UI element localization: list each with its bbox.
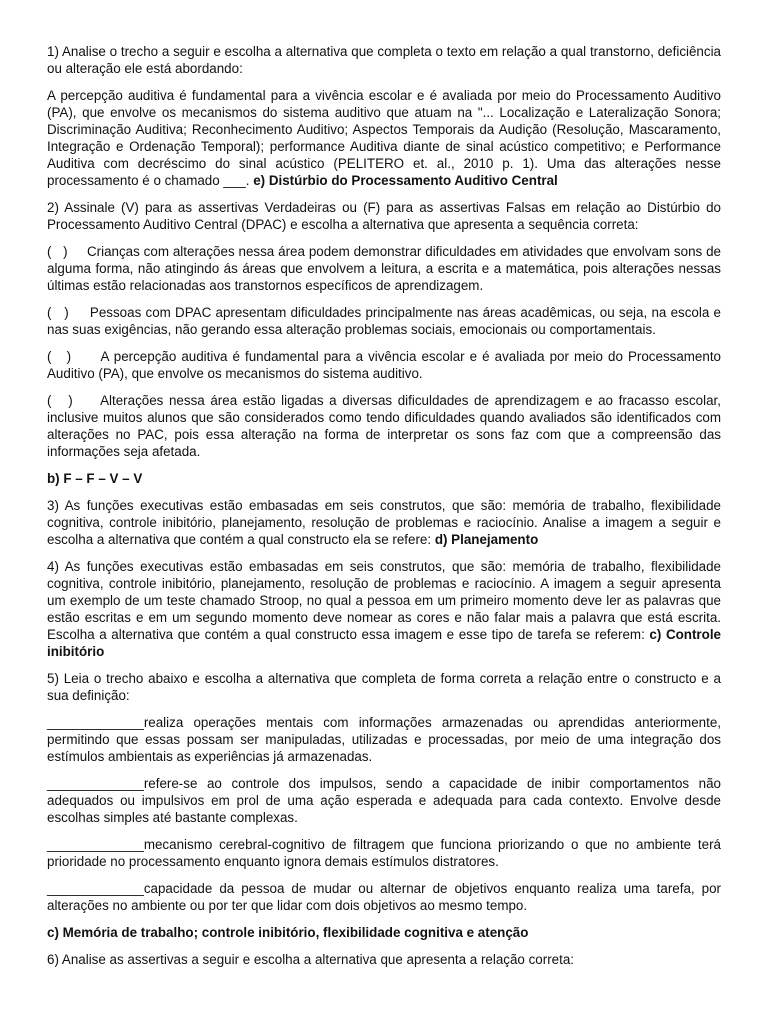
q2-item-1: ( ) Crianças com alterações nessa área podem demonstrar dificuldades em atividades que envolvam sons de alguma forma, não atingindo ás áreas que envolvem a leitura, a escrita e a matemática, pois alterações nessas últimas estão relacionadas aos transtornos específicos de aprendizagem. (47, 244, 725, 293)
q2-answer (47, 470, 721, 487)
document-body (47, 43, 725, 978)
q1-passage-text: A percepção auditiva é fundamental para a vivência escolar e é avaliada por meio do Processamento Auditivo (PA), que envolve os mecanismos do sistema auditivo que atuam na "... Localização e Lateralização Sonora; Discriminação Auditiva; Reconhecimento Auditivo; Aspectos Temporais da Audição (Resolução, Mascaramento, Integração e Ordenação Temporal); performance Auditiva diante de sinal acústico competitivo; e Performance Auditiva com decréscimo do sinal acústico (PELITERO et. al., 2010 p. 1). Uma das alterações nesse processamento é o chamado ___. (47, 88, 721, 188)
q5-definition-2 (47, 775, 721, 826)
q5-blank-3: _____________ (47, 837, 144, 852)
q5-definition-2-text: refere-se ao controle dos impulsos, sendo a capacidade de inibir comportamentos não adequados ou impulsivos em prol de uma ação esperada e adequada para cada contexto. Envolve desde escolhas simples até bastante complexas. (47, 776, 721, 825)
q4-prompt (47, 558, 721, 660)
q1-answer: e) Distúrbio do Processamento Auditivo Central (253, 173, 558, 188)
q5-answer (47, 924, 721, 941)
q2-prompt: 2) Assinale (V) para as assertivas Verdadeiras ou (F) para as assertivas Falsas em relação ao Distúrbio do Processamento Auditivo Central (DPAC) e escolha a alternativa que apresenta a sequência correta: (47, 200, 721, 232)
q5-prompt: 5) Leia o trecho abaixo e escolha a alternativa que completa de forma correta a relação entre o constructo e a sua definição: (47, 671, 721, 703)
q5-definition-1-text: realiza operações mentais com informações armazenadas ou aprendidas anteriormente, permitindo que essas possam ser manipuladas, utilizadas e processadas, por meio de uma integração dos estímulos ambientais as experiências já armazenadas. (47, 715, 721, 764)
q3-prompt-text: 3) As funções executivas estão embasadas em seis construtos, que são: memória de trabalho, flexibilidade cognitiva, controle inibitório, planejamento, resolução de problemas e raciocínio. Analise a imagem a seguir e escolha a alternativa que contém a qual constructo ela se refere: (47, 498, 721, 547)
q4-answer: c) Controle inibitório (47, 627, 721, 659)
q1-passage (47, 87, 721, 189)
q2-item-4: ( ) Alterações nessa área estão ligadas a diversas dificuldades de aprendizagem e ao fracasso escolar, inclusive muitos alunos que são considerados como tendo dificuldades quando avaliados são identificados com alterações no PAC, pois essa alteração na forma de interpretar os sons faz com que a compreensão das informações seja afetada. (47, 393, 725, 459)
q5-definition-3 (47, 836, 721, 870)
q5-blank-4: _____________ (47, 881, 144, 896)
q5-definition-3-text: mecanismo cerebral-cognitivo de filtragem que funciona priorizando o que no ambiente terá prioridade no processamento enquanto ignora demais estímulos distratores. (47, 837, 721, 869)
q6-prompt: 6) Analise as assertivas a seguir e escolha a alternativa que apresenta a relação correta: (47, 952, 575, 967)
q5-blank-2: _____________ (47, 776, 144, 791)
q2-item-2: ( ) Pessoas com DPAC apresentam dificuldades principalmente nas áreas acadêmicas, ou seja, na escola e nas suas exigências, não gerando essa alteração problemas sociais, emocionais ou comportamentais. (47, 305, 725, 337)
q5-definition-4-text: capacidade da pessoa de mudar ou alternar de objetivos enquanto realiza uma tarefa, por alterações no ambiente ou por ter que lidar com dois objetivos ao mesmo tempo. (47, 881, 721, 913)
q5-definition-4 (47, 880, 721, 914)
q2-answer-text: b) F – F – V – V (47, 471, 143, 486)
q5-blank-1: _____________ (47, 715, 144, 730)
q4-prompt-text: 4) As funções executivas estão embasadas em seis construtos, que são: memória de trabalho, flexibilidade cognitiva, controle inibitório, planejamento, resolução de problemas e raciocínio. A imagem a seguir apresenta um exemplo de um teste chamado Stroop, no qual a pessoa em um primeiro momento deve ler as palavras que estão escritas e em um segundo momento deve nomear as cores e não falar mais a palavra que está escrita. Escolha a alternativa que contém a qual constructo essa imagem e esse tipo de tarefa se referem: (47, 559, 721, 642)
q5-definition-1 (47, 714, 721, 765)
q5-answer-text: c) Memória de trabalho; controle inibitório, flexibilidade cognitiva e atenção (47, 925, 529, 940)
q2-item-3: ( ) A percepção auditiva é fundamental para a vivência escolar e é avaliada por meio do Processamento Auditivo (PA), que envolve os mecanismos do sistema auditivo. (47, 349, 724, 381)
q3-prompt (47, 497, 721, 548)
q1-prompt: 1) Analise o trecho a seguir e escolha a alternativa que completa o texto em relação a qual transtorno, deficiência ou alteração ele está abordando: (47, 44, 721, 76)
q3-answer: d) Planejamento (434, 532, 539, 547)
